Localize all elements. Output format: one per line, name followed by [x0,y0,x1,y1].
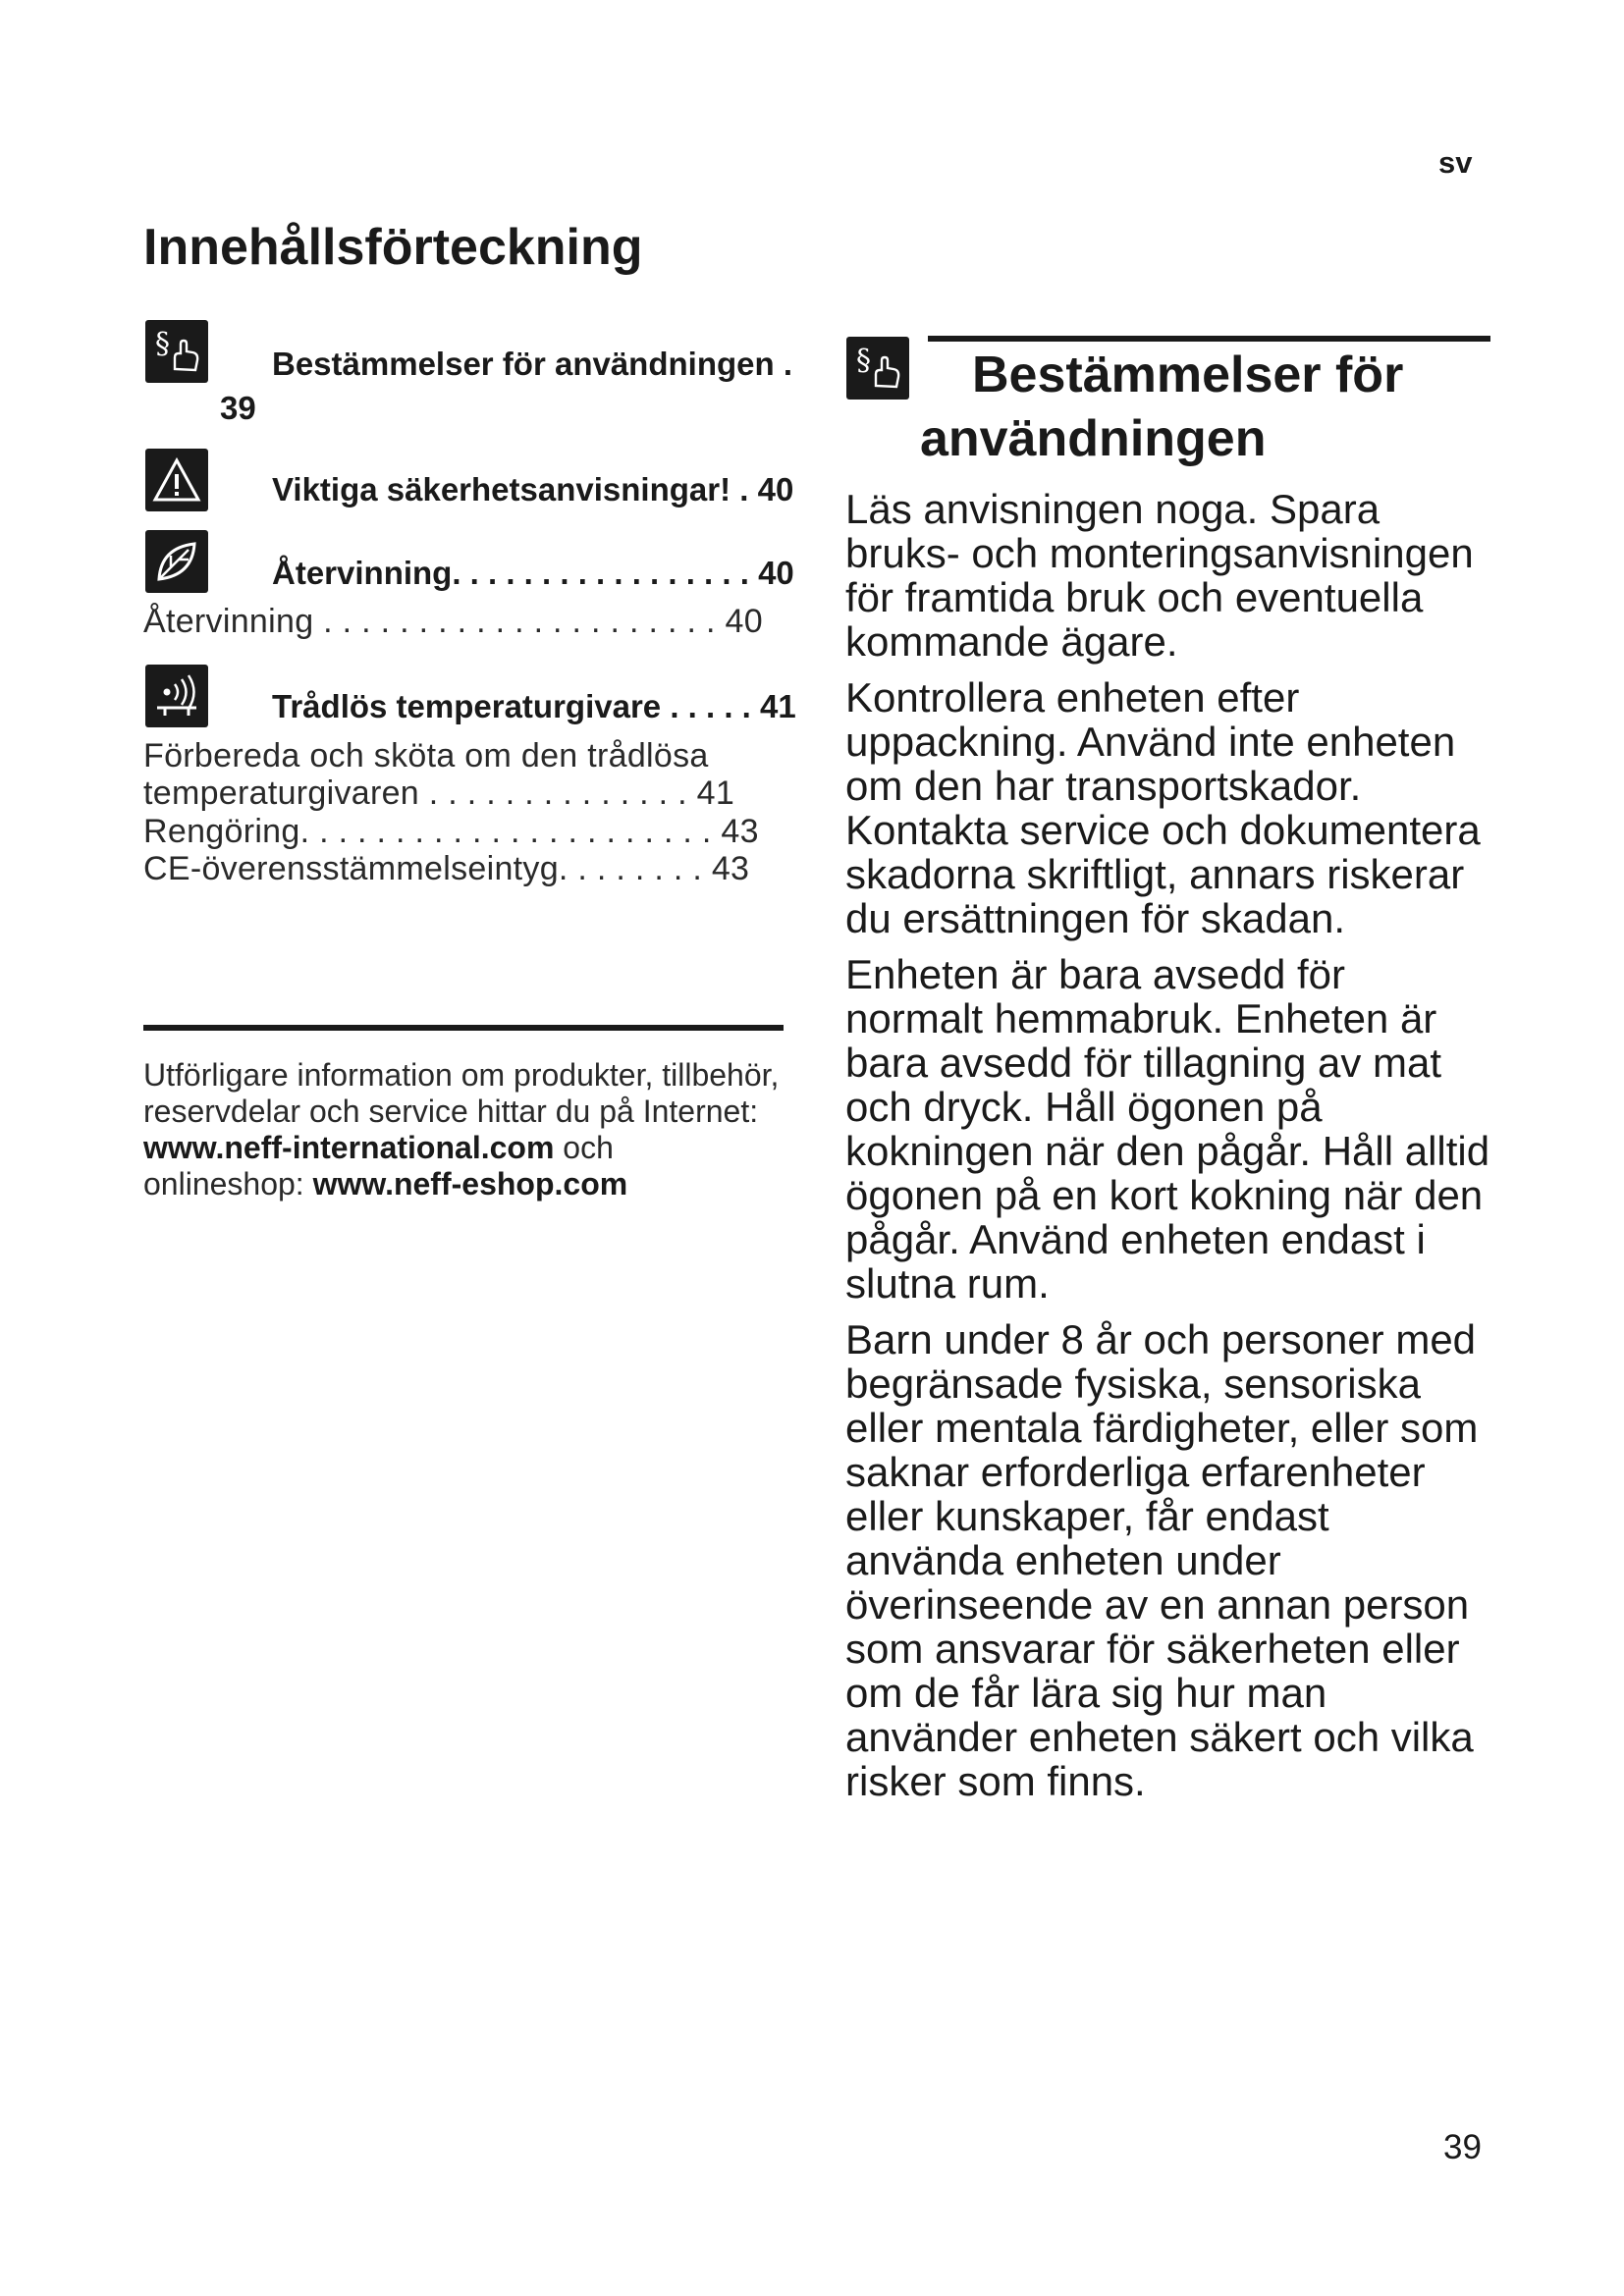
toc-entry-safety[interactable]: Viktiga säkerhetsanvisningar! . 40 [272,471,794,507]
toc-title: Innehållsförteckning [143,219,643,276]
paragraph: Kontrollera enheten efter uppackning. Använd inte enheten om den har transportskador. Kontakta service och dokumentera skadorna skriftligt, annars riskerar du ersättningen för skadan. [845,674,1481,941]
shop-link[interactable]: www.neff-eshop.com [312,1166,628,1201]
toc-entry-recycling[interactable]: Återvinning. . . . . . . . . . . . . . . . . 40 [272,555,794,591]
svg-text:§: § [155,327,170,361]
paragraph: Enheten är bara avsedd för normalt hemmabruk. Enheten är bara avsedd för tillagning av mat och dryck. Håll ögonen på kokningen när den pågår. Håll alltid ögonen på en kort kokning när den pågår. Använd enheten endast i slutna rum. [845,951,1490,1307]
warning-triangle-icon [145,449,208,511]
info-text: Utförligare information om produkter, tillbehör, reservdelar och service hittar du på Internet: [143,1057,780,1129]
section-rule [928,336,1490,342]
svg-text:§: § [856,344,871,378]
section-title-line2: användningen [920,410,1267,467]
divider [143,1025,784,1031]
section-body [845,487,1493,1815]
toc-subentry-recycling[interactable]: Återvinning . . . . . . . . . . . . . . . . . . . . . 40 [143,603,763,640]
website-link[interactable]: www.neff-international.com [143,1130,555,1165]
info-block [143,1057,791,1202]
toc-subentry-cleaning[interactable]: Rengöring. . . . . . . . . . . . . . . . . . . . . . 43 [143,813,759,850]
toc-entry-regulations[interactable]: Bestämmelser för användningen . [272,346,792,382]
regulations-hand-icon [846,337,909,400]
toc-subentry-prepare-cont[interactable]: temperaturgivaren . . . . . . . . . . . . . . 41 [143,774,735,812]
toc-entry-regulations-page: 39 [220,390,256,426]
recycling-leaf-icon [145,530,208,593]
language-code: sv [1438,145,1473,180]
toc-subentry-prepare[interactable]: Förbereda och sköta om den trådlösa [143,737,709,774]
info-connector: och [563,1130,614,1165]
page-number: 39 [1443,2128,1482,2166]
toc-entry-wireless-sensor[interactable]: Trådlös temperaturgivare . . . . . 41 [272,688,796,724]
section-title-line1: Bestämmelser för [972,347,1404,403]
toc-subentry-ce-declaration[interactable]: CE-överensstämmelseintyg. . . . . . . . 43 [143,850,750,887]
shop-label: onlineshop: [143,1166,304,1201]
regulations-hand-icon [145,320,208,383]
wireless-sensor-icon [145,665,208,727]
paragraph: Barn under 8 år och personer med begränsade fysiska, sensoriska eller mentala färdigheter, eller som saknar erforderliga erfarenheter eller kunskaper, får endast använda enheten under överinseende av en annan person som ansvarar för säkerheten eller om de får lära sig hur man använder enheten säkert och vilka risker som finns. [845,1316,1479,1804]
paragraph: Läs anvisningen noga. Spara bruks- och monteringsanvisningen för framtida bruk och eventuella kommande ägare. [845,486,1474,665]
